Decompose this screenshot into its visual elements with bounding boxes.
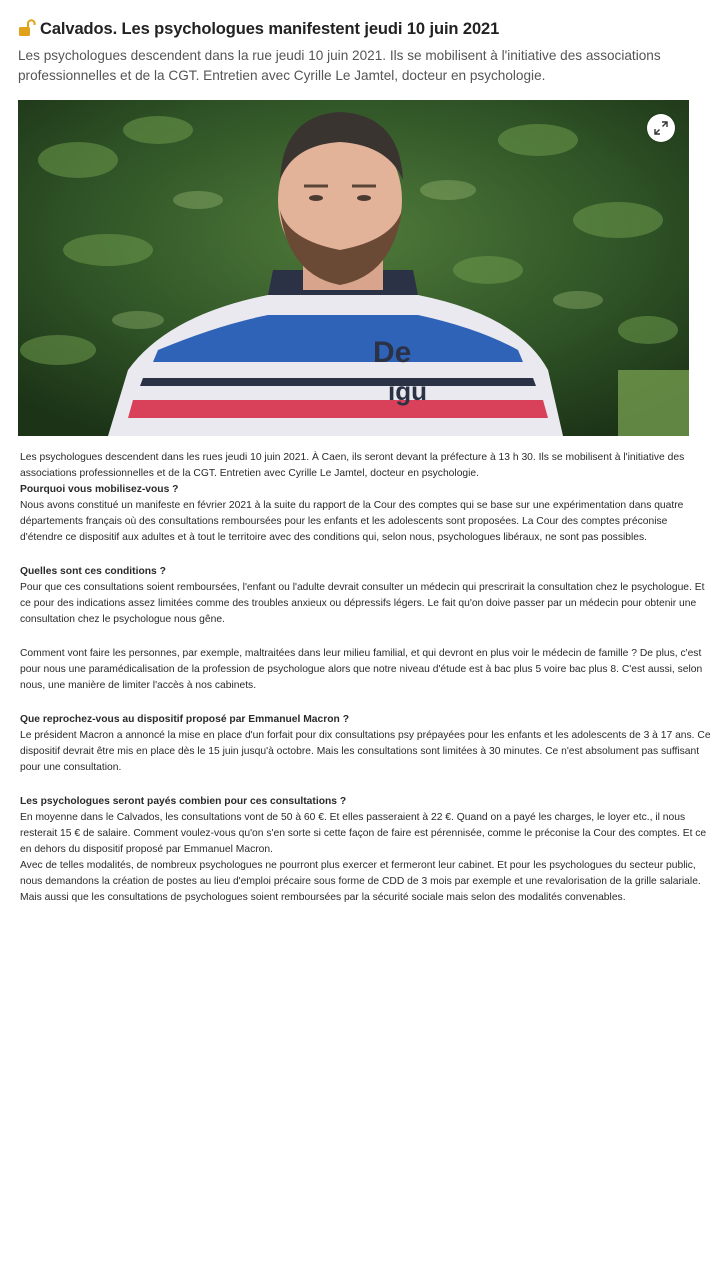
answer-paragraph: Nous avons constitué un manifeste en février 2021 à la suite du rapport de la Cour des comptes qui se base sur une expérimentation dans quatre départements français où des consultations remboursées pour les enfants et les adolescents sont proposées. La Cour des comptes préconise d'étendre ce dispositif aux adultes et à tout le territoire avec des conditions qui, selon nous, psychologues libéraux, ne sont pas possibles. bbox=[20, 500, 684, 543]
question-heading: Pourquoi vous mobilisez-vous ? bbox=[20, 484, 179, 495]
answer-paragraph: Avec de telles modalités, de nombreux psychologues ne pourront plus exercer et fermeront leur cabinet. Et pour les psychologues du secteur public, nous demandons la création de postes au lieu d'emploi précaire sous forme de CDD de 3 mois par exemple et une revalorisation de la grille salariale. Mais aussi que les consultations de psychologues soient remboursées par la sécurité sociale mais selon des modalités convenables. bbox=[20, 860, 701, 903]
photo-caption: Les psychologues descendent dans les rues jeudi 10 juin 2021. À Caen, ils seront devant la préfecture à 13 h 30. Ils se mobilisent à l'initiative des associations professionnelles et de la CGT. Entretien avec Cyrille Le Jamtel, docteur en psychologie. bbox=[20, 452, 685, 479]
answer-paragraph: Pour que ces consultations soient remboursées, l'enfant ou l'adulte devrait consulter un médecin qui prescrirait la consultation chez le psychologue. Et ce pour des indications assez limitées comme des troubles anxieux ou dépressifs légers. Le fait qu'on doive passer par un médecin pour obtenir une consultation chez le psychologue nous gêne. bbox=[20, 582, 705, 625]
answer-paragraph: Le président Macron a annoncé la mise en place d'un forfait pour dix consultations psy prépayées pour les enfants et les adolescents de 3 à 17 ans. Ce dispositif devrait être mis en place dès le 15 juin jusqu'à octobre. Mais les consultations sont limitées à 30 minutes. Ce n'est absolument pas suffisant pour une consultation. bbox=[20, 730, 711, 773]
article-photo[interactable] bbox=[18, 100, 689, 436]
open-lock-icon bbox=[18, 18, 36, 38]
article-header bbox=[18, 20, 708, 86]
article-body bbox=[20, 450, 712, 906]
expand-image-button[interactable] bbox=[647, 114, 675, 142]
svg-text:igu: igu bbox=[388, 376, 427, 406]
question-heading: Quelles sont ces conditions ? bbox=[20, 566, 166, 577]
expand-arrows-icon bbox=[653, 120, 669, 136]
svg-text:De: De bbox=[373, 336, 412, 369]
article-lede: Les psychologues descendent dans la rue jeudi 10 juin 2021. Ils se mobilisent à l'initiative des associations professionnelles et de la CGT. Entretien avec Cyrille Le Jamtel, docteur en psychologie. bbox=[18, 48, 661, 83]
question-heading: Les psychologues seront payés combien pour ces consultations ? bbox=[20, 796, 347, 807]
title-row bbox=[18, 20, 708, 39]
portrait-image bbox=[18, 100, 689, 436]
answer-paragraph: En moyenne dans le Calvados, les consultations vont de 50 à 60 €. Et elles passeraient à 22 €. Quand on a payé les charges, le loyer etc., il nous resterait 15 € de salaire. Comment voulez-vous qu'on s'en sorte si cette façon de faire est pérennisée, comme le préconise la Cour des comptes. Et ce en dehors du dispositif proposé par Emmanuel Macron. bbox=[20, 812, 707, 855]
article-title: Calvados. Les psychologues manifestent jeudi 10 juin 2021 bbox=[40, 20, 500, 38]
question-heading: Que reprochez-vous au dispositif proposé par Emmanuel Macron ? bbox=[20, 714, 349, 725]
answer-paragraph: Comment vont faire les personnes, par exemple, maltraitées dans leur milieu familial, et qui devront en plus voir le médecin de famille ? De plus, c'est pour nous une paramédicalisation de la profession de psychologue alors que notre niveau d'étude est à bac plus 5 voire bac plus 8. C'est aussi, selon nous, une manière de limiter l'accès à nos cabinets. bbox=[20, 648, 703, 691]
